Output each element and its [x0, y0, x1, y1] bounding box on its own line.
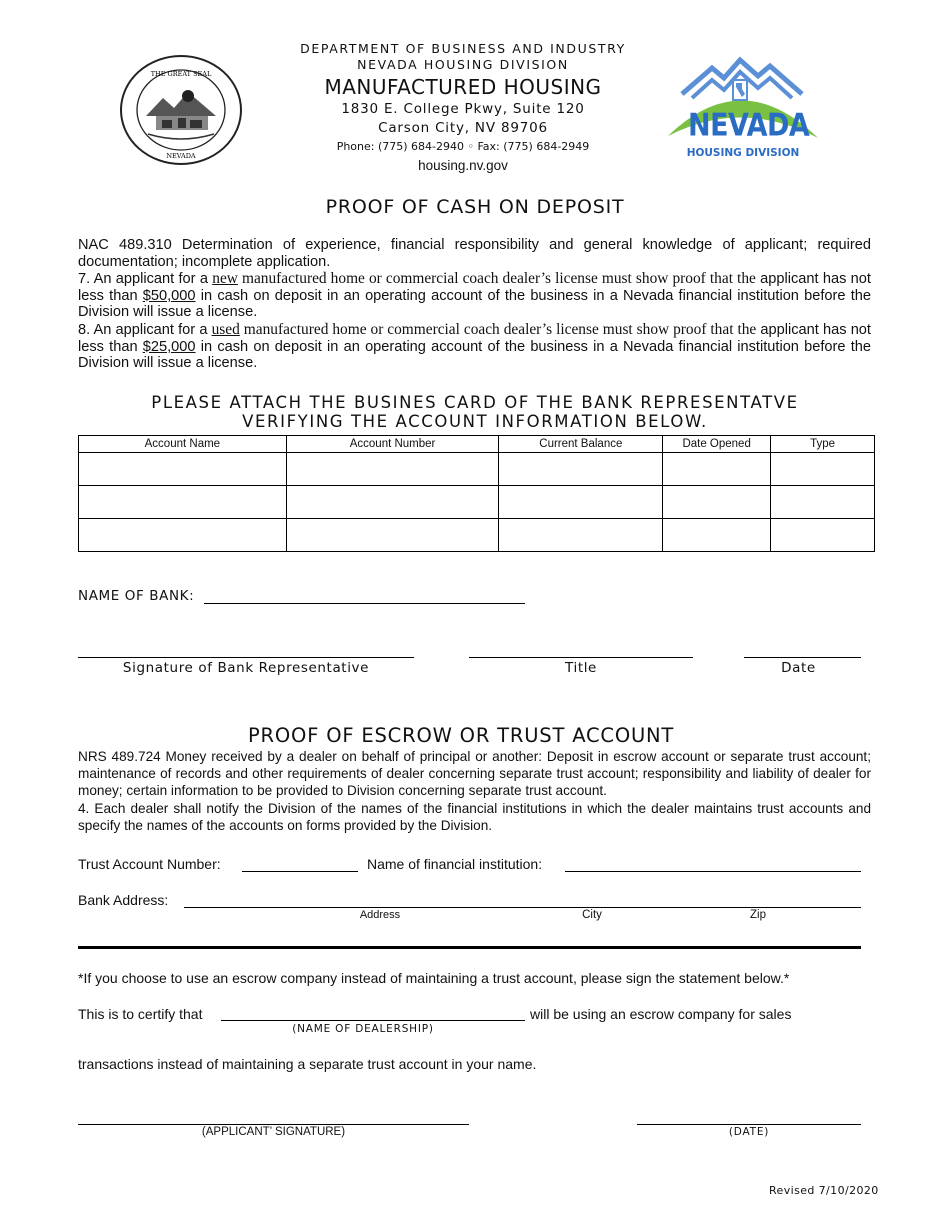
- cell-account-number[interactable]: [286, 453, 499, 486]
- cell-account-number[interactable]: [286, 486, 499, 519]
- cell-date-opened[interactable]: [663, 519, 771, 552]
- cell-account-name[interactable]: [79, 519, 287, 552]
- name-of-bank-field[interactable]: [204, 603, 525, 604]
- header-account-number: Account Number: [286, 436, 499, 453]
- nrs-paragraph: NRS 489.724 Money received by a dealer on behalf of principal or another: Deposit in escrow account or separate trust account; maintenance of records and other requirements of dealer concerning separate trust account; responsibility and liability of dealer for money; certain information to be provided to Division concerning separate trust account.: [78, 749, 871, 798]
- bank-address-field[interactable]: [184, 907, 861, 908]
- svg-text:THE GREAT SEAL: THE GREAT SEAL: [150, 70, 212, 78]
- header-current-balance: Current Balance: [499, 436, 663, 453]
- dealership-caption: (NAME OF DEALERSHIP): [292, 1023, 434, 1035]
- bank-address-label: Bank Address:: [78, 892, 169, 908]
- certify-text-c: transactions instead of maintaining a separate trust account in your name.: [78, 1056, 537, 1072]
- city-caption: City: [582, 909, 602, 921]
- name-of-bank-label: NAME OF BANK:: [78, 588, 195, 604]
- trust-account-number-field[interactable]: [242, 871, 358, 872]
- logo-title: NEVADA: [688, 107, 810, 144]
- phone-fax: Phone: (775) 684-2940 ◦ Fax: (775) 684-2949: [336, 140, 590, 153]
- cell-current-balance[interactable]: [499, 519, 663, 552]
- svg-text:NEVADA: NEVADA: [166, 152, 196, 160]
- certify-text-b: will be using an escrow company for sales: [530, 1006, 792, 1022]
- nevada-housing-logo: [660, 54, 825, 166]
- division-name: NEVADA HOUSING DIVISION: [357, 57, 569, 72]
- cell-type[interactable]: [771, 519, 875, 552]
- bank-rep-date-field[interactable]: [744, 657, 861, 658]
- header-date-opened: Date Opened: [663, 436, 771, 453]
- table-row: [79, 486, 875, 519]
- financial-institution-label: Name of financial institution:: [367, 856, 543, 872]
- table-row: [79, 519, 875, 552]
- applicant-signature-field[interactable]: [78, 1124, 469, 1125]
- bank-rep-signature-label: Signature of Bank Representative: [122, 660, 370, 676]
- address-line-2: Carson City, NV 89706: [378, 120, 548, 136]
- section-title-cash-deposit: PROOF OF CASH ON DEPOSIT: [325, 196, 625, 218]
- paragraph-8: 8. An applicant for a used manufactured home or commercial coach dealer’s license must show proof that the applicant has not less than $25,000 in cash on deposit in an operating account of the business in a Nevada financial institution before the Division will issue a license.: [78, 321, 872, 371]
- trust-account-number-label: Trust Account Number:: [78, 856, 221, 872]
- paragraph-7: 7. An applicant for a new manufactured home or commercial coach dealer’s license must show proof that the applicant has not less than $50,000 in cash on deposit in an operating account of the business in a Nevada financial institution before the Division will issue a license.: [78, 270, 872, 320]
- section-divider: [78, 946, 861, 949]
- address-line-1: 1830 E. College Pkwy, Suite 120: [341, 101, 585, 117]
- financial-institution-field[interactable]: [565, 871, 861, 872]
- header-type: Type: [771, 436, 875, 453]
- escrow-note: *If you choose to use an escrow company instead of maintaining a trust account, please sign the statement below.*: [78, 970, 790, 986]
- bank-rep-title-field[interactable]: [469, 657, 693, 658]
- applicant-date-caption: (DATE): [728, 1126, 770, 1138]
- cell-current-balance[interactable]: [499, 486, 663, 519]
- logo-subtitle: HOUSING DIVISION: [686, 147, 800, 159]
- section-title-escrow: PROOF OF ESCROW OR TRUST ACCOUNT: [248, 724, 675, 747]
- cell-type[interactable]: [771, 453, 875, 486]
- state-seal: [118, 54, 244, 166]
- attach-instruction: PLEASE ATTACH THE BUSINES CARD OF THE BANK REPRESENTATVE VERIFYING THE ACCOUNT INFORMATION BELOW.: [151, 393, 799, 431]
- certify-text-a: This is to certify that: [78, 1006, 203, 1022]
- bank-rep-signature-field[interactable]: [78, 657, 414, 658]
- nac-intro: NAC 489.310 Determination of experience, financial responsibility and general knowledge of applicant; required documentation; incomplete application.: [78, 237, 871, 270]
- cell-current-balance[interactable]: [499, 453, 663, 486]
- applicant-date-field[interactable]: [637, 1124, 861, 1125]
- address-caption: Address: [359, 909, 401, 921]
- table-row: [79, 453, 875, 486]
- department-name: DEPARTMENT OF BUSINESS AND INDUSTRY: [300, 41, 626, 56]
- cell-type[interactable]: [771, 486, 875, 519]
- bank-rep-title-label: Title: [565, 660, 597, 676]
- cell-account-name[interactable]: [79, 486, 287, 519]
- website-link[interactable]: housing.nv.gov: [418, 158, 508, 173]
- cell-account-name[interactable]: [79, 453, 287, 486]
- bank-rep-date-label: Date: [781, 660, 816, 676]
- header-account-name: Account Name: [79, 436, 287, 453]
- cell-date-opened[interactable]: [663, 486, 771, 519]
- applicant-signature-caption: (APPLICANT’ SIGNATURE): [201, 1126, 346, 1138]
- paragraph-4: 4. Each dealer shall notify the Division of the names of the financial institutions in which the dealer maintains trust accounts and specify the names of the accounts on forms provided by the Division.: [78, 801, 871, 833]
- revised-date: Revised 7/10/2020: [769, 1184, 879, 1197]
- account-table: [78, 435, 875, 552]
- dealership-name-field[interactable]: [221, 1020, 525, 1021]
- zip-caption: Zip: [750, 909, 766, 921]
- cell-date-opened[interactable]: [663, 453, 771, 486]
- program-title: MANUFACTURED HOUSING: [324, 75, 602, 99]
- cell-account-number[interactable]: [286, 519, 499, 552]
